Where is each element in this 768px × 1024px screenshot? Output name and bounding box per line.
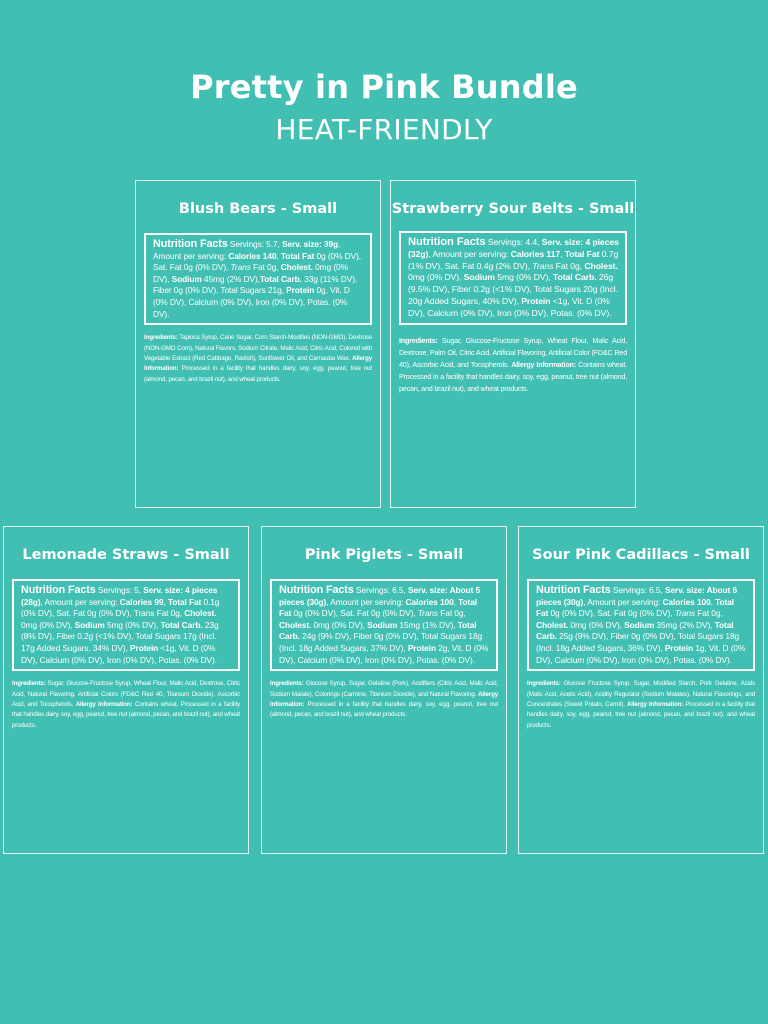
- product-name: Lemonade Straws - Small: [22, 547, 230, 563]
- nf-bold: Cholest.: [584, 260, 618, 271]
- nf-text: 26g (9.5% DV), Fiber 0.2g (<1% DV), Total Sugars 20g (Incl. 20g Added Sugars, 40% DV),: [408, 272, 618, 306]
- nf-text: 0mg (0% DV),: [568, 619, 625, 630]
- nf-text-trans: Trans: [133, 608, 155, 619]
- ingredients-list: Sugar, Glucose-Fructose Syrup, Wheat Flour, Malic Acid, Dextrose, Citric Acid, Natural Flavoring, Artificial Colors (FD&C Red 40, Titanium Dioxide), Ascorbic Acid, and Tocopherols.: [12, 680, 240, 708]
- ingredients-label: Ingredients:: [12, 680, 46, 688]
- ingredients-list: Glucose Syrup, Sugar, Gelatine (Pork), Acidifiers (Citric Acid, Malic Acid, Sodium Malate), Colorings (Carmine, Titanium Dioxide), and Natural Flavoring.: [270, 680, 498, 698]
- nf-bold: Cholest.: [184, 608, 217, 619]
- nf-text: 0g (0% DV), Sat. Fat 0g (0% DV),: [153, 250, 362, 273]
- ingredients-list: Tapioca Syrup, Cane Sugar, Corn Starch-Modifies (NON-GMO), Dextrose (NON-GMO Corn), Natural Flavors, Sodium Citrate, Malic Acid, Citric Acid, Colored with Vegetable Extract (Red Cabbage, Radish), Sunflower Oil, and Carnauba Wax.: [144, 334, 372, 362]
- nf-bold: Total Fat: [564, 248, 600, 259]
- nf-bold: Protein: [407, 642, 436, 653]
- nf-bold: Total Carb.: [259, 273, 302, 284]
- nutrition-facts-box: [144, 233, 372, 325]
- nf-bold: Calories 140: [228, 250, 277, 261]
- nf-bold: Sodium: [74, 619, 105, 630]
- nf-bold: Serv. size: 4 pieces (28g): [21, 585, 218, 607]
- nf-text: 45mg (2% DV),: [201, 273, 260, 284]
- nutrition-facts-title: Nutrition Facts: [153, 238, 228, 250]
- allergy-label: Allergy Information:: [75, 700, 133, 708]
- ingredients-text: [270, 679, 498, 721]
- nf-text: Fat 0g,: [695, 608, 723, 619]
- nutrition-facts-title: Nutrition Facts: [536, 584, 611, 596]
- nutrition-facts-box: [399, 231, 627, 325]
- nf-bold: Serv. size: About 5 pieces (30g): [279, 585, 481, 607]
- allergy-text: Contains wheat. Processed in a facility that handles dairy, soy, egg, peanut, tree nut (almond, pecan, and brazil nut), and wheat products.: [399, 359, 628, 393]
- product-card-blush-bears: [135, 180, 381, 508]
- nf-bold: Calories 117: [510, 248, 561, 259]
- ingredients-list: Sugar, Glucose-Fructose Syrup, Wheat Flour, Malic Acid, Dextrose, Palm Oil, Citric Acid, Artificial Flavoring, Artificial Color (FD&C Red 40), Ascorbic Acid, and Tocopherols.: [399, 335, 627, 369]
- nf-text: 5mg (0% DV),: [494, 272, 553, 283]
- product-card-strawberry-sour-belts: [390, 180, 636, 508]
- nf-text: 0mg (0% DV),: [153, 262, 348, 284]
- product-name: Strawberry Sour Belts - Small: [391, 201, 635, 217]
- nf-bold: Total Carb.: [279, 619, 477, 642]
- nf-bold: Cholest.: [280, 262, 313, 273]
- product-name: Blush Bears - Small: [178, 201, 338, 217]
- allergy-text: Contains wheat. Processed in a facility that handles dairy, soy, egg, peanut, tree nut (almond, pecan, and brazil nut), and wheat products.: [12, 700, 240, 729]
- allergy-text: Processed in a facility that handles dairy, soy, egg, peanut, tree nut (almond, pecan, and brazil nut), and wheat products.: [527, 700, 756, 729]
- allergy-text: Processed in a facility that handles dairy, soy, egg, peanut, tree nut (almond, pecan, and brazil nut), and wheat products.: [270, 700, 498, 719]
- allergy-label: Allergy Information:: [511, 359, 576, 369]
- nf-bold: Total Fat: [167, 596, 202, 607]
- nutrition-facts-box: [527, 579, 755, 671]
- nutrition-facts-box: [12, 579, 240, 671]
- nf-text: , Amount per serving:: [326, 596, 406, 607]
- nf-text: Servings: 5,: [95, 585, 144, 595]
- ingredients-text: [144, 333, 372, 385]
- nf-bold: Total Fat: [536, 596, 734, 619]
- nf-text: 35mg (2% DV),: [654, 619, 715, 630]
- nf-text: Servings: 5.7,: [227, 239, 282, 249]
- nf-text: , Amount per serving:: [153, 239, 341, 261]
- nf-bold: Sodium: [624, 619, 655, 630]
- nf-text: Fat 0g,: [250, 262, 281, 273]
- nf-italic: Trans: [674, 608, 696, 619]
- nf-bold: Cholest.: [536, 619, 569, 630]
- ingredients-list: Glucose Fructose Syrup, Sugar, Modified Starch, Pork Gelatine, Acids (Malic Acid, Acetic Acid), Acidity Regulator (Sodium Malates), Natural Flavorings, and Concentrates (Sweet Potato, Carrot).: [527, 680, 755, 708]
- nf-text: 15mg (1% DV),: [397, 619, 458, 630]
- nf-text: 0g (0% DV), Sat. Fat 0g (0% DV),: [291, 608, 418, 619]
- nf-bold: Serv. size: 4 pieces (32g): [408, 237, 619, 259]
- nf-bold: Sodium: [463, 272, 495, 283]
- product-card-sour-pink-cadillacs: [518, 526, 764, 854]
- ingredients-text: [12, 679, 240, 731]
- nf-text: 5mg (0% DV),: [104, 619, 161, 630]
- nf-bold: Calories 99: [119, 596, 164, 607]
- page-title: Pretty in Pink Bundle: [190, 68, 578, 106]
- nutrition-facts-title: Nutrition Facts: [21, 584, 96, 596]
- nutrition-facts-box: [270, 579, 498, 671]
- nf-bold: Calories 100: [662, 596, 711, 607]
- nf-text: ,: [710, 596, 716, 607]
- nf-bold: Protein: [521, 295, 551, 306]
- nf-text: <1g, Vit. D (0% DV), Calcium (0% DV), Iron (0% DV), Potas. (0% DV).: [408, 295, 612, 318]
- nf-bold: Total Carb.: [552, 272, 597, 283]
- nf-bold: Total Fat: [280, 250, 315, 261]
- nf-text: , Amount per serving:: [583, 596, 663, 607]
- ingredients-label: Ingredients:: [527, 680, 561, 688]
- nf-italic: Trans: [230, 262, 251, 273]
- nf-text: Fat 0g,: [438, 608, 466, 619]
- nf-text: 2g, Vit. D (0% DV), Calcium (0% DV), Iron (0% DV), Potas. (0% DV).: [279, 642, 489, 665]
- nf-italic: Trans: [532, 260, 554, 271]
- product-card-pink-piglets: [261, 526, 507, 854]
- nf-text: 24g (9% DV), Fiber 0g (0% DV), Total Sugars 18g (Incl. 18g Added Sugars, 37% DV),: [279, 631, 483, 653]
- nf-bold: Cholest.: [279, 619, 312, 630]
- nf-text: 0.1g (0% DV), Sat. Fat 0g (0% DV),: [21, 596, 220, 619]
- nf-text: 0mg (0% DV),: [21, 619, 75, 630]
- nf-text: Fat 0g,: [553, 260, 585, 271]
- nf-bold: Protein: [130, 642, 159, 653]
- nf-text: 0mg (0% DV),: [311, 619, 368, 630]
- nf-text: 33g (11% DV), Fiber 0g (0% DV), Total Sugars 21g,: [153, 273, 358, 296]
- nf-bold: Serv. size: About 6 pieces (30g): [536, 585, 738, 607]
- nf-text: ,: [560, 248, 565, 259]
- product-name: Sour Pink Cadillacs - Small: [532, 547, 750, 563]
- ingredients-text: [399, 335, 627, 395]
- nf-text: Servings: 6.5,: [610, 585, 665, 595]
- ingredients-label: Ingredients:: [144, 334, 178, 342]
- nf-text: Servings: 6.5,: [353, 585, 408, 595]
- nf-bold: Protein: [664, 642, 693, 653]
- nf-text: 0.7g (1% DV), Sat. Fat 0.4g (2% DV),: [408, 248, 619, 271]
- nf-bold: Serv. size: 39g: [281, 239, 339, 249]
- nf-text: <1g, Vit. D (0% DV), Calcium (0% DV), Iron (0% DV), Potas. (0% DV).: [21, 642, 217, 665]
- ingredients-label: Ingredients:: [399, 335, 438, 345]
- nf-text: , Amount per serving:: [428, 248, 511, 259]
- nf-bold: Sodium: [171, 273, 202, 284]
- nf-bold: Protein: [286, 285, 315, 296]
- nf-text: Fat 0g,: [154, 608, 185, 619]
- allergy-label: Allergy Information:: [144, 354, 372, 373]
- nf-text: 25g (9% DV), Fiber 0g (0% DV), Total Sugars 18g (Incl. 18g Added Sugars, 36% DV),: [536, 631, 740, 653]
- nf-text: 0g, Vit. D (0% DV), Calcium (0% DV), Iron (0% DV), Potas. (0% DV).: [153, 285, 350, 319]
- page-subtitle: HEAT-FRIENDLY: [275, 113, 493, 146]
- nf-bold: Calories 100: [405, 596, 454, 607]
- product-name: Pink Piglets - Small: [304, 547, 464, 563]
- nf-bold: Total Carb.: [160, 619, 203, 630]
- nf-text: 23g (8% DV), Fiber 0.2g (<1% DV), Total Sugars 17g (Incl. 17g Added Sugars, 34% DV),: [21, 619, 219, 653]
- product-card-lemonade-straws: [3, 526, 249, 854]
- nf-bold: Total Carb.: [536, 619, 734, 642]
- allergy-label: Allergy Information:: [270, 690, 498, 708]
- nf-text: Servings: 4.4,: [485, 237, 542, 247]
- nf-text: ,: [453, 596, 459, 607]
- nf-italic: Trans: [417, 608, 439, 619]
- nf-text: 1g, Vit. D (0% DV), Calcium (0% DV), Iron (0% DV), Potas. (0% DV).: [536, 642, 746, 665]
- allergy-label: Allergy Information:: [626, 700, 684, 708]
- nf-text: 0mg (0% DV),: [408, 272, 464, 283]
- allergy-text: Processed in a facility that handles dairy, soy, egg, peanut, tree nut (almond, pecan, and brazil nut), and wheat products.: [144, 365, 372, 383]
- ingredients-text: [527, 679, 755, 731]
- nutrition-facts-title: Nutrition Facts: [279, 584, 354, 596]
- ingredients-label: Ingredients:: [270, 680, 304, 688]
- nf-bold: Sodium: [367, 619, 398, 630]
- nf-text: ,: [163, 596, 168, 607]
- nutrition-facts-title: Nutrition Facts: [408, 236, 486, 248]
- nf-text: ,: [276, 250, 281, 261]
- nf-text: , Amount per serving:: [40, 596, 120, 607]
- nf-bold: Total Fat: [279, 596, 477, 619]
- nf-text: 0g (0% DV), Sat. Fat 0g (0% DV),: [548, 608, 675, 619]
